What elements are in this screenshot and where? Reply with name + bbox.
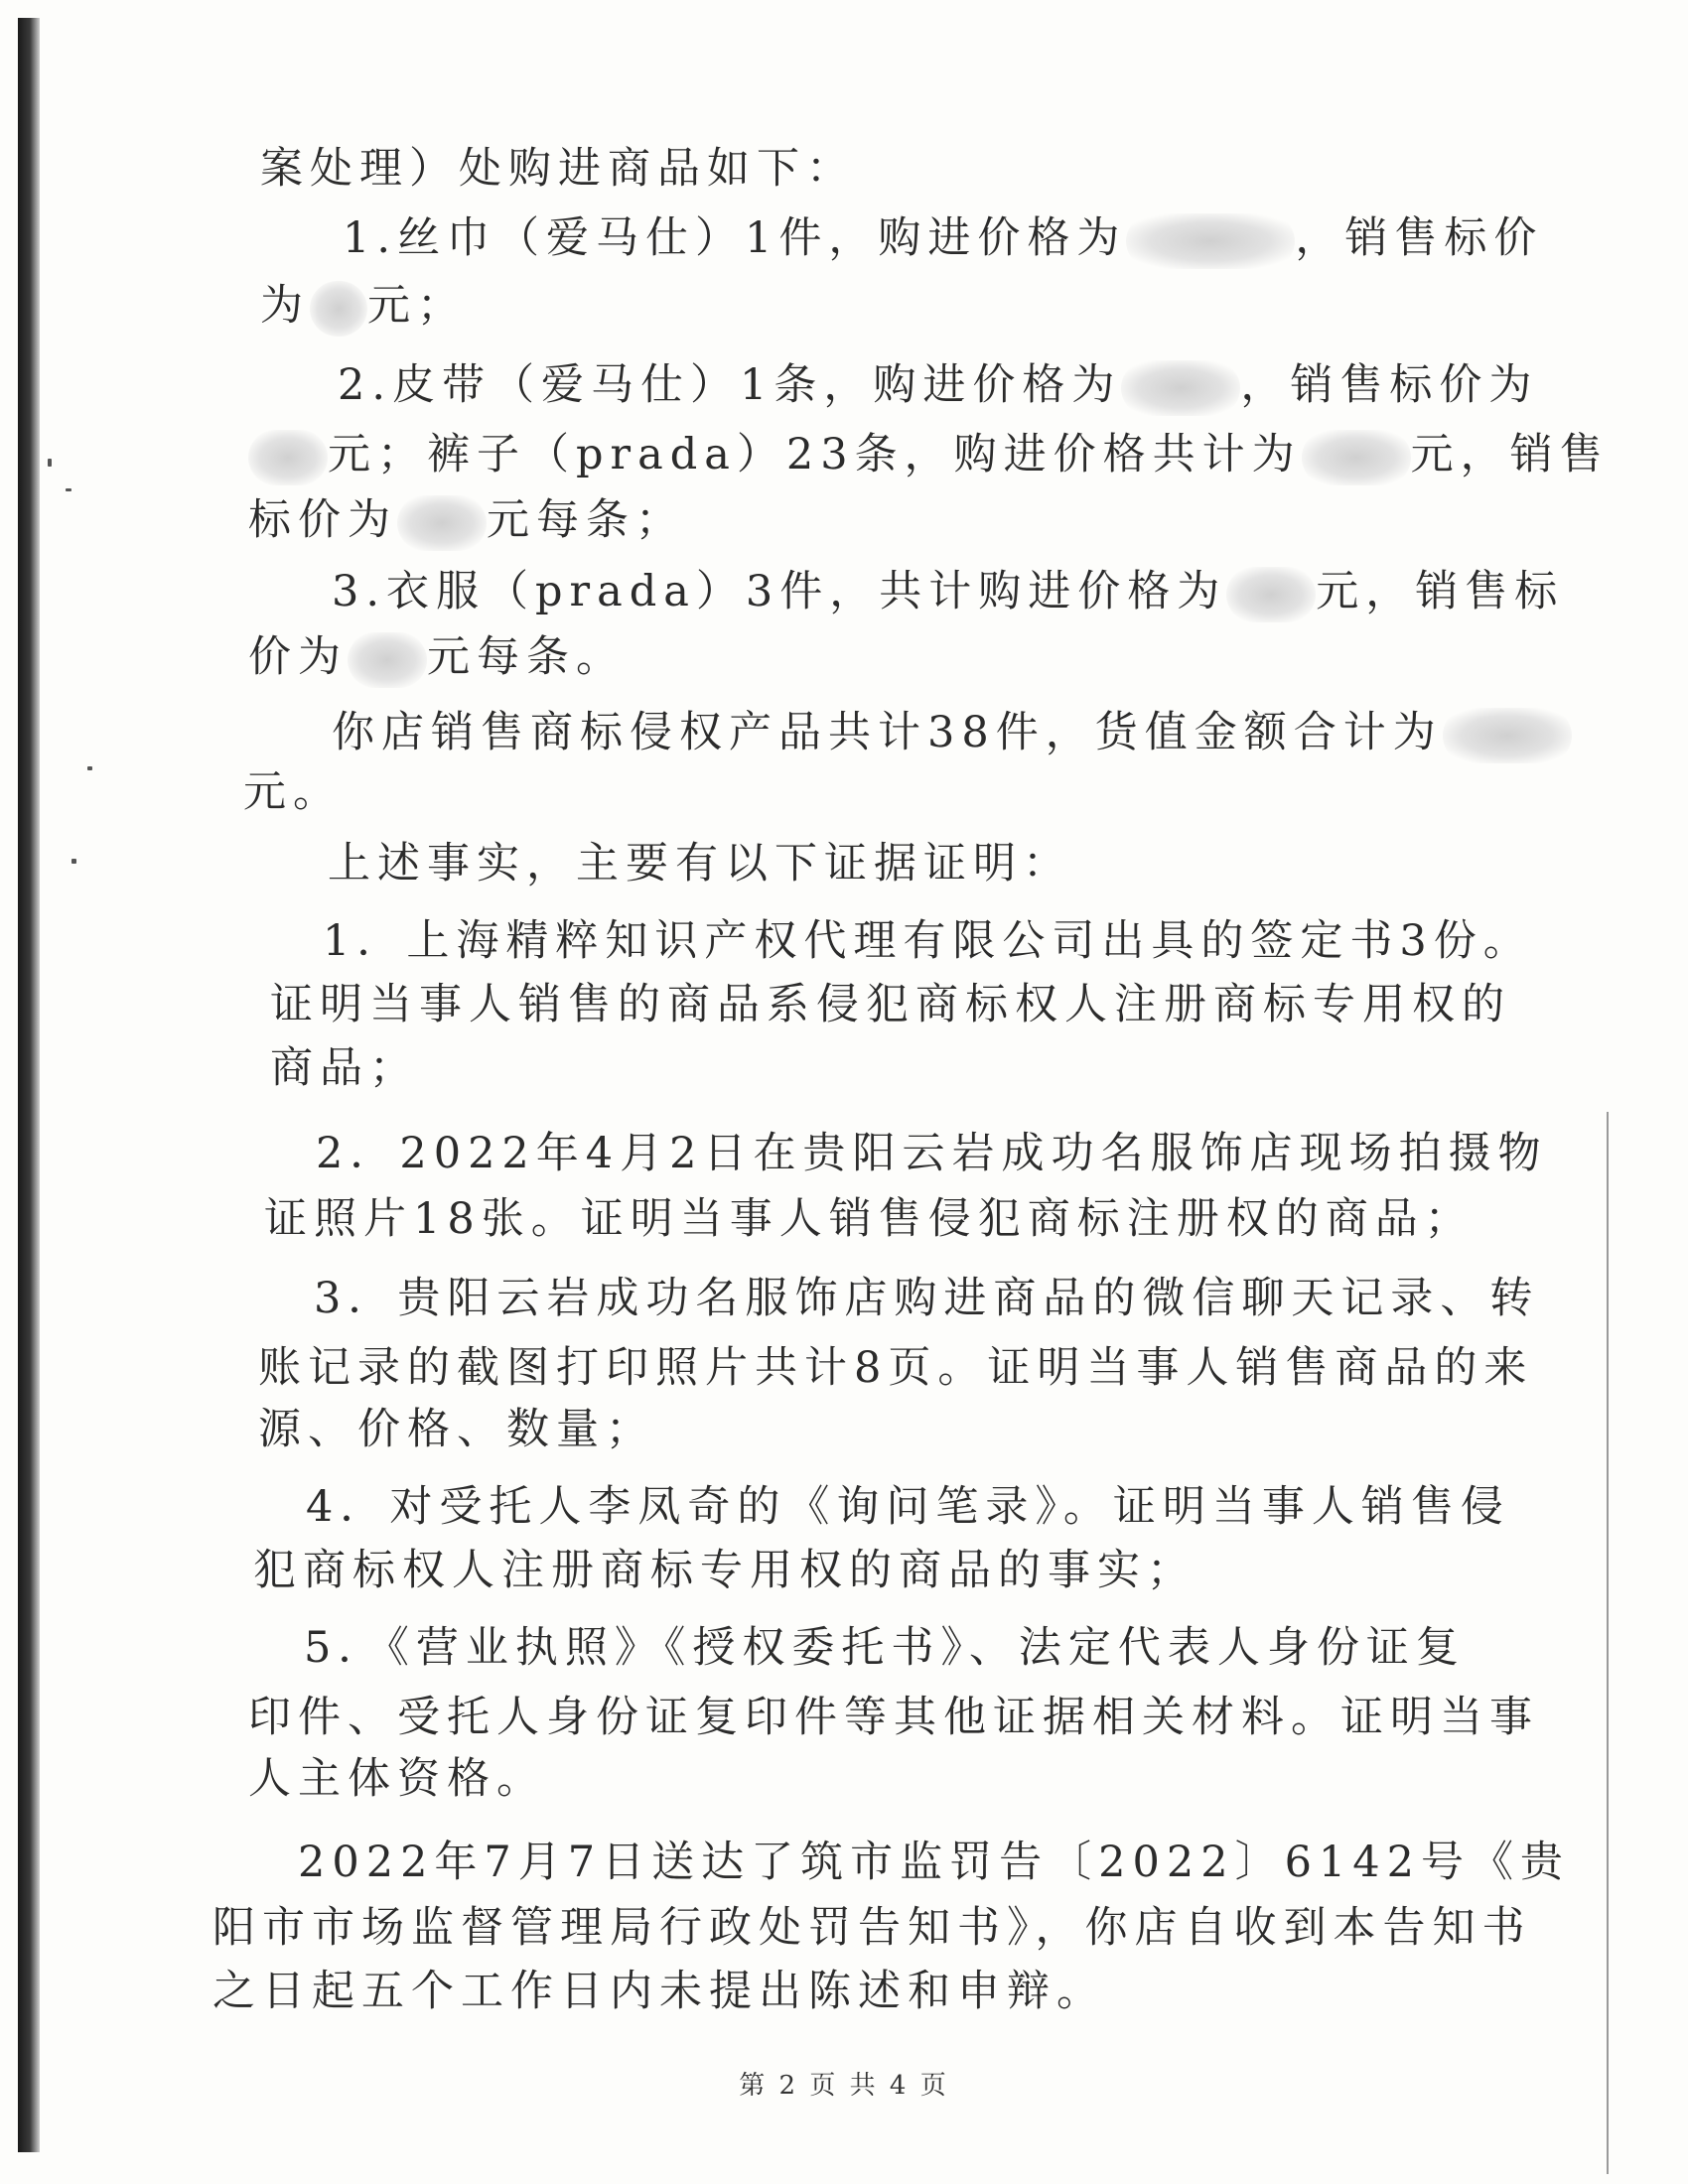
text-span: 为 xyxy=(260,281,310,331)
text-span: 元每条。 xyxy=(427,632,626,682)
text-line xyxy=(314,1269,1539,1328)
text-span: 上述事实，主要有以下证据证明： xyxy=(328,839,1072,888)
text-span: 3.衣服（prada）3件，共计购进价格为 xyxy=(332,567,1227,616)
redaction-blur xyxy=(1226,567,1316,622)
text-span: 源、价格、数量； xyxy=(258,1405,655,1454)
text-line xyxy=(264,1189,1475,1249)
text-line xyxy=(258,1400,655,1459)
text-span: 2．2022年4月2日在贵阳云岩成功名服饰店现场拍摄物 xyxy=(316,1129,1548,1178)
text-span: 3．贵阳云岩成功名服饰店购进商品的微信聊天记录、转 xyxy=(314,1274,1540,1323)
text-line xyxy=(328,834,1072,893)
text-line xyxy=(253,1541,1196,1600)
text-span: 商品； xyxy=(270,1043,419,1093)
text-line xyxy=(343,208,1543,269)
text-line xyxy=(212,1962,1106,2021)
redaction-blur xyxy=(310,281,367,337)
redaction-blur xyxy=(1126,213,1295,269)
text-line xyxy=(298,1833,1570,1892)
text-span: 1．上海精粹知识产权代理有限公司出具的签定书3份。 xyxy=(323,916,1533,966)
text-span: ，销售标价为 xyxy=(1240,360,1539,410)
text-line xyxy=(304,1618,1466,1678)
text-line xyxy=(248,425,1610,485)
text-line xyxy=(248,1749,546,1809)
text-span: 案处理）处购进商品如下： xyxy=(260,144,856,194)
text-line xyxy=(260,276,467,337)
text-span: 之日起五个工作日内未提出陈述和申辩。 xyxy=(212,1967,1106,2016)
text-span: 元，销售 xyxy=(1410,430,1610,479)
text-span: 2022年7月7日送达了筑市监罚告〔2022〕6142号《贵 xyxy=(298,1838,1571,1887)
scan-speck xyxy=(87,766,92,770)
text-span: 证明当事人销售的商品系侵犯商标权人注册商标专用权的 xyxy=(270,980,1511,1029)
redaction-blur xyxy=(348,632,427,688)
scan-left-edge-shadow xyxy=(18,18,40,2152)
text-line xyxy=(248,490,685,551)
redaction-blur xyxy=(397,495,487,551)
text-line xyxy=(248,627,626,688)
text-span: 你店销售商标侵权产品共计38件，货值金额合计为 xyxy=(332,708,1443,757)
text-span: 元每条； xyxy=(487,495,685,545)
text-line xyxy=(258,1338,1533,1398)
text-span: 元； xyxy=(367,281,467,331)
scan-speck xyxy=(71,859,76,864)
redaction-blur xyxy=(1302,430,1411,485)
text-span: 1.丝巾（爱马仕）1件，购进价格为 xyxy=(343,213,1127,263)
text-span: 元。 xyxy=(243,767,343,817)
text-span: 标价为 xyxy=(248,495,397,545)
text-span: 账记录的截图打印照片共计8页。证明当事人销售商品的来 xyxy=(258,1343,1534,1393)
text-line xyxy=(332,703,1572,763)
scan-speck xyxy=(48,459,52,467)
text-span: 元，销售标 xyxy=(1316,567,1565,616)
text-span: 4．对受托人李凤奇的《询问笔录》。证明当事人销售侵 xyxy=(306,1482,1510,1532)
text-line xyxy=(270,975,1511,1034)
scan-speck xyxy=(66,488,71,491)
text-line xyxy=(248,1688,1539,1747)
text-span: 价为 xyxy=(248,632,348,682)
redaction-blur xyxy=(1443,708,1572,763)
text-line xyxy=(316,1124,1548,1183)
text-span: ，销售标价 xyxy=(1295,213,1544,263)
text-span: 证照片18张。证明当事人销售侵犯商标注册权的商品； xyxy=(264,1194,1475,1244)
text-line xyxy=(243,762,343,822)
scan-right-edge-line xyxy=(1607,1112,1609,2174)
text-line xyxy=(260,139,856,199)
text-line xyxy=(306,1477,1510,1537)
text-span: 5．《营业执照》《授权委托书》、法定代表人身份证复 xyxy=(304,1623,1466,1673)
text-span: 人主体资格。 xyxy=(248,1754,546,1804)
text-line xyxy=(270,1038,419,1098)
page-number-footer: 第 2 页 共 4 页 xyxy=(739,2071,949,2101)
text-line xyxy=(323,911,1533,971)
text-line xyxy=(212,1898,1532,1958)
text-span: 阳市市场监督管理局行政处罚告知书》，你店自收到本告知书 xyxy=(212,1903,1532,1953)
text-span: 印件、受托人身份证复印件等其他证据相关材料。证明当事 xyxy=(248,1693,1539,1742)
text-span: 犯商标权人注册商标专用权的商品的事实； xyxy=(253,1546,1196,1595)
text-line xyxy=(332,562,1564,622)
redaction-blur xyxy=(248,430,328,485)
text-line xyxy=(338,355,1538,416)
text-span: 2.皮带（爱马仕）1条，购进价格为 xyxy=(338,360,1122,410)
redaction-blur xyxy=(1121,360,1240,416)
text-span: 元；裤子（prada）23条，购进价格共计为 xyxy=(328,430,1302,479)
